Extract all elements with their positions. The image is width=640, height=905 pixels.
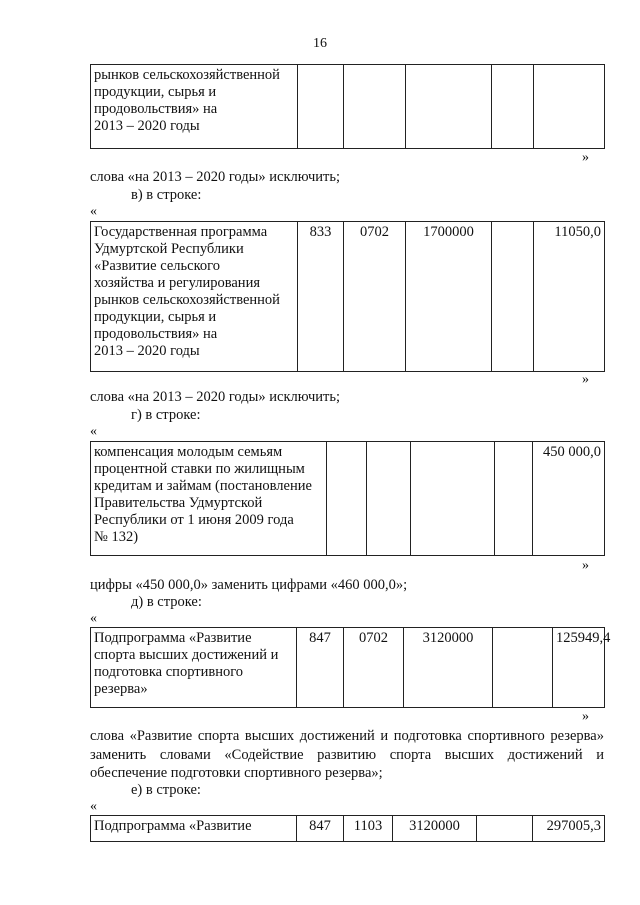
item-label: г) в строке: [131,407,201,423]
section-cell: 0702 [344,628,404,708]
target-article-cell [411,442,495,556]
row-name: Подпрограмма «Развитие [91,816,297,842]
instruction-text: цифры «450 000,0» заменить цифрами «460 000,0»; [90,577,408,593]
code-cell: 847 [297,816,344,842]
expense-type-cell [492,65,534,149]
close-quote: » [582,150,589,165]
code-cell [327,442,367,556]
section-cell: 1103 [344,816,393,842]
expense-type-cell [492,222,534,372]
open-quote: « [90,204,97,219]
row-name: компенсация молодым семьям процентной ставки по жилищным кредитам и займам (постановление Правительства Удмуртской Республики от 1 июня 2009 года № 132) [91,442,327,556]
code-cell [298,65,344,149]
section-cell: 0702 [344,222,406,372]
amount-cell: 297005,3 [533,816,605,842]
item-label: в) в строке: [131,187,202,203]
amount-cell: 11050,0 [534,222,605,372]
close-quote: » [582,558,589,573]
close-quote: » [582,372,589,387]
open-quote: « [90,799,97,814]
code-cell: 847 [297,628,344,708]
row-name: Подпрограмма «Развитие спорта высших достижений и подготовка спортивного резерва» [91,628,297,708]
table-row [90,815,605,842]
section-cell [344,65,406,149]
amount-cell: 450 000,0 [533,442,605,556]
table-row [90,64,605,149]
target-article-cell: 3120000 [393,816,477,842]
open-quote: « [90,611,97,626]
amount-cell: 125949,4 [553,628,605,708]
table-row [90,221,605,372]
page-number: 16 [313,36,327,51]
row-name: рынков сельскохозяйственной продукции, сырья и продовольствия» на 2013 – 2020 годы [91,65,298,149]
expense-type-cell [495,442,533,556]
close-quote: » [582,709,589,724]
target-article-cell: 1700000 [406,222,492,372]
code-cell: 833 [298,222,344,372]
row-name: Государственная программа Удмуртской Республики «Развитие сельского хозяйства и регулирования рынков сельскохозяйственной продукции, сырья и продовольствия» на 2013 – 2020 годы [91,222,298,372]
instruction-text: слова «на 2013 – 2020 годы» исключить; [90,389,341,405]
table-row [90,627,611,708]
target-article-cell: 3120000 [404,628,493,708]
open-quote: « [90,424,97,439]
expense-type-cell [477,816,533,842]
section-cell [367,442,411,556]
expense-type-cell [493,628,553,708]
amount-cell [534,65,605,149]
item-label: д) в строке: [131,594,202,610]
instruction-text: слова «на 2013 – 2020 годы» исключить; [90,169,341,185]
item-label: е) в строке: [131,782,201,798]
table-row [90,441,605,556]
target-article-cell [406,65,492,149]
instruction-text: слова «Развитие спорта высших достижений и подготовка спортивного резерва» заменить словами «Содействие развитию спорта высших достижений и обеспечение подготовки спортивного резерва»; [90,728,604,781]
